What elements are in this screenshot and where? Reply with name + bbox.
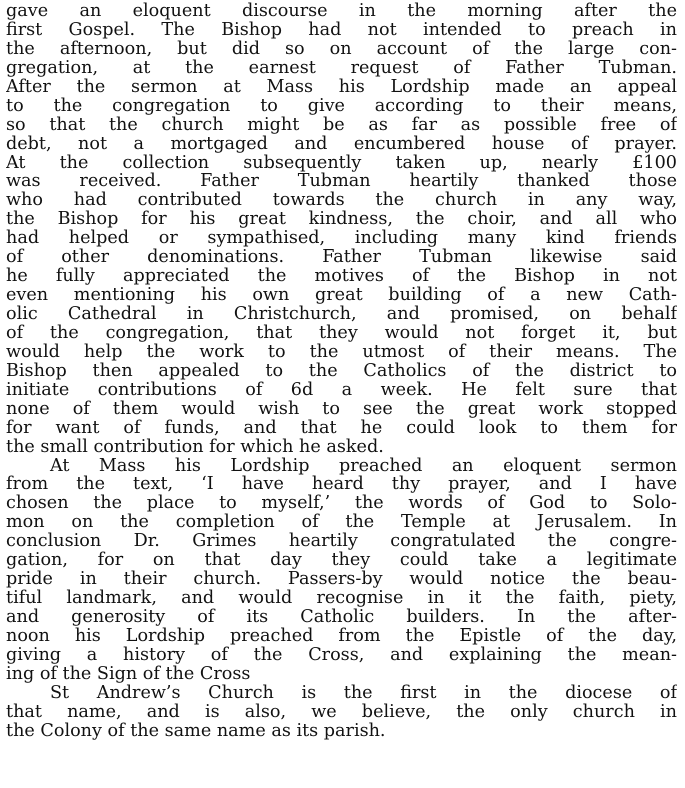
text-line: debt, not a mortgaged and encumbered house of prayer.: [6, 134, 677, 154]
paragraph: [6, 2, 677, 457]
text-line: ing of the Sign of the Cross: [6, 664, 251, 684]
text-line: of other denominations. Father Tubman likewise said: [6, 248, 677, 268]
text-line: After the sermon at Mass his Lordship made an appeal: [6, 77, 677, 97]
text-line: of the congregation, that they would not forget it, but: [6, 323, 677, 343]
paragraph: [6, 684, 677, 741]
text-line: who had contributed towards the church in any way,: [6, 191, 677, 211]
text-line: the Bishop for his great kindness, the choir, and all who: [6, 210, 677, 230]
text-line: even mentioning his own great building of a new Cath-: [6, 286, 677, 305]
text-line: initiate contributions of 6d a week. He felt sure that: [6, 380, 677, 400]
text-line: gave an eloquent discourse in the morning after the: [6, 2, 677, 21]
text-line: that name, and is also, we believe, the only church in: [6, 702, 677, 722]
text-line: to the congregation to give according to their means,: [6, 96, 677, 116]
article-text: [6, 2, 677, 741]
text-line: had helped or sympathised, including many kind friends: [6, 229, 677, 249]
text-line: none of them would wish to see the great work stopped: [6, 399, 677, 419]
text-line: the Colony of the same name as its parish.: [6, 721, 386, 741]
text-line: At Mass his Lordship preached an eloquent sermon: [50, 456, 677, 476]
text-line: gregation, at the earnest request of Father Tubman.: [6, 58, 677, 78]
text-line: tiful landmark, and would recognise in it the faith, piety,: [6, 589, 677, 608]
text-line: and generosity of its Catholic builders. In the after-: [6, 608, 677, 627]
text-line: from the text, ‘I have heard thy prayer, and I have: [6, 475, 677, 495]
text-line: was received. Father Tubman heartily thanked those: [6, 172, 677, 192]
text-line: mon on the completion of the Temple at Jerusalem. In: [6, 513, 677, 533]
text-line: Bishop then appealed to the Catholics of the district to: [6, 361, 677, 381]
text-line: the small contribution for which he asked.: [6, 437, 384, 457]
text-line: would help the work to the utmost of their means. The: [6, 342, 677, 362]
text-line: gation, for on that day they could take a legitimate: [6, 551, 677, 571]
text-line: giving a history of the Cross, and explaining the mean-: [6, 645, 677, 665]
paragraph: [6, 457, 677, 684]
text-line: olic Cathedral in Christchurch, and promised, on behalf: [6, 305, 677, 324]
text-line: the afternoon, but did so on account of the large con-: [6, 39, 677, 59]
text-line: conclusion Dr. Grimes heartily congratulated the congre-: [6, 532, 677, 552]
text-line: so that the church might be as far as possible free of: [6, 115, 677, 135]
text-line: pride in their church. Passers-by would notice the beau-: [6, 570, 677, 590]
text-line: first Gospel. The Bishop had not intended to preach in: [6, 20, 677, 40]
text-line: At the collection subsequently taken up, nearly £100: [6, 153, 677, 173]
text-line: chosen the place to myself,’ the words of God to Solo-: [6, 494, 677, 514]
text-line: for want of funds, and that he could look to them for: [6, 418, 677, 438]
text-line: noon his Lordship preached from the Epistle of the day,: [6, 626, 677, 646]
text-line: St Andrew’s Church is the first in the diocese of: [50, 683, 677, 703]
text-line: he fully appreciated the motives of the Bishop in not: [6, 267, 677, 287]
